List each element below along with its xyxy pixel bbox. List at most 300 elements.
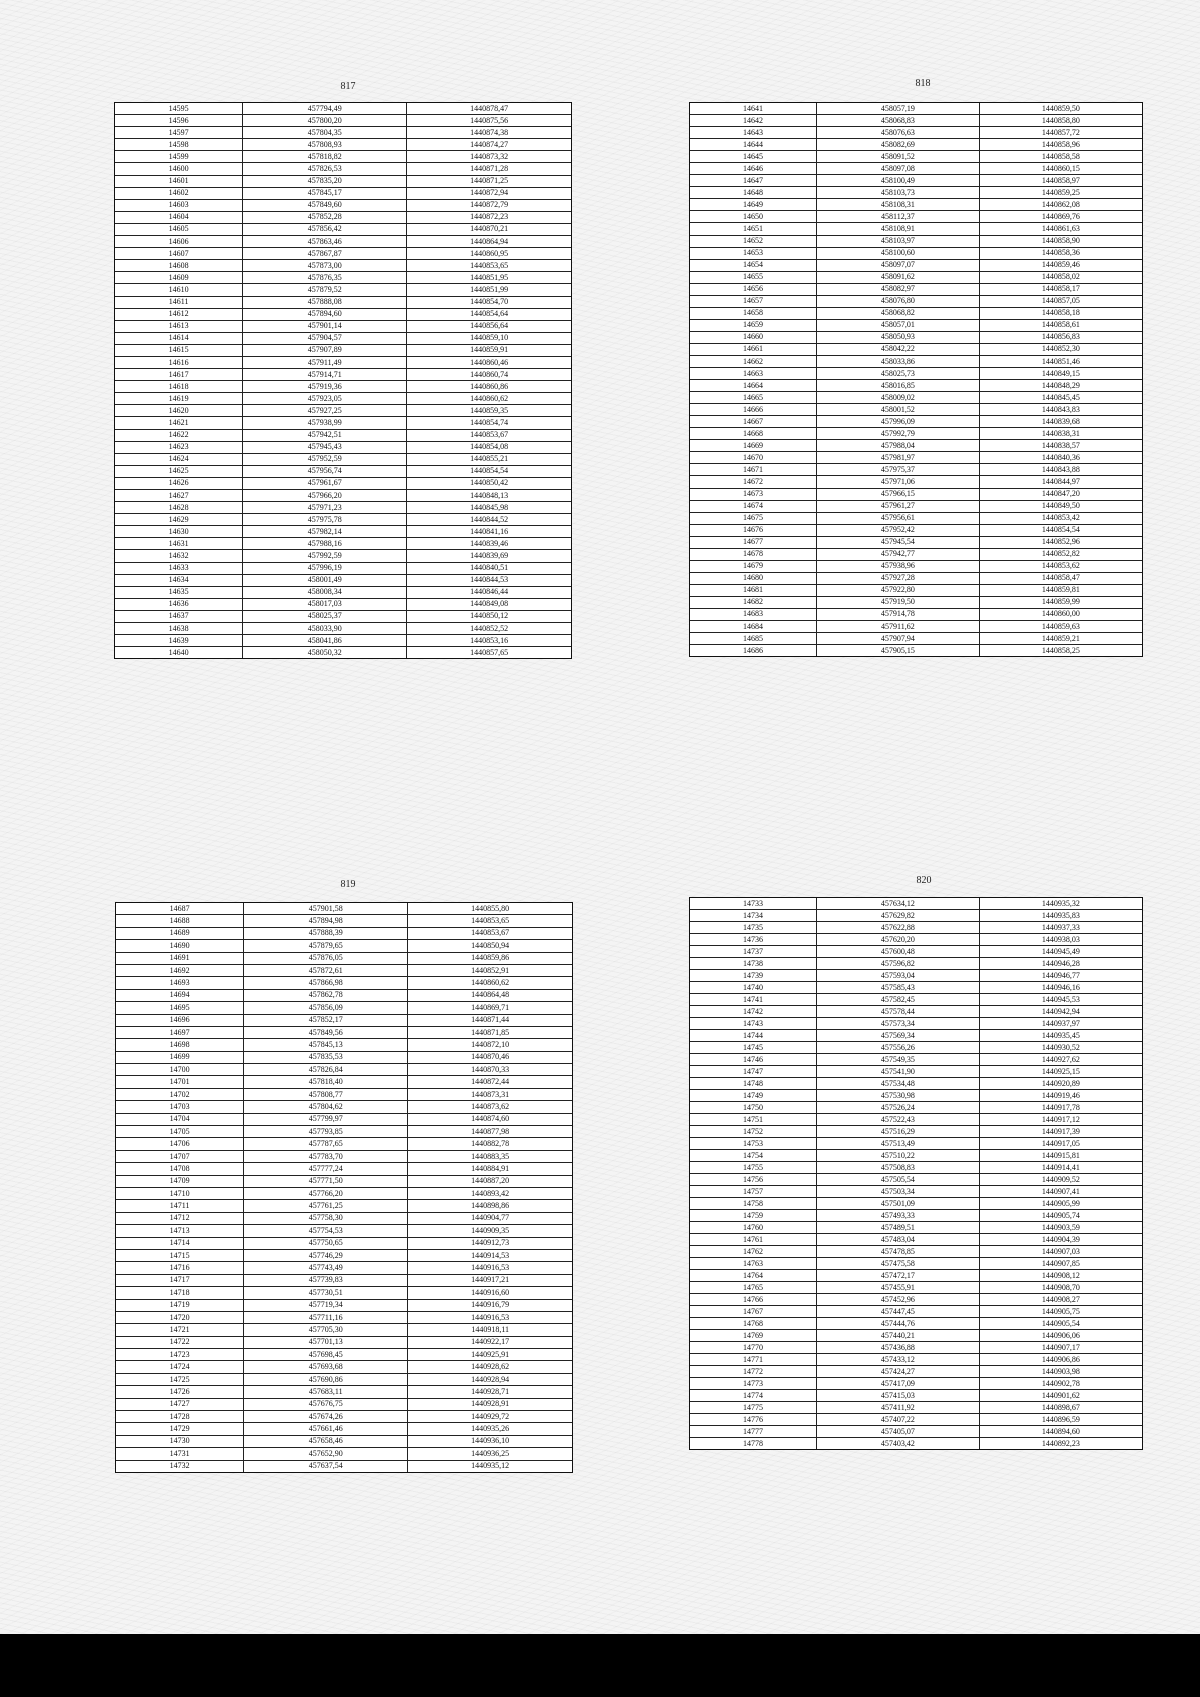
point-number-cell: 14629 — [115, 514, 243, 526]
table-row — [690, 1066, 1142, 1078]
x-coordinate-cell: 457866,98 — [244, 977, 408, 989]
x-coordinate-cell: 458001,52 — [817, 404, 980, 416]
table-row — [690, 464, 1142, 476]
point-number-cell: 14623 — [115, 441, 243, 453]
y-coordinate-cell: 1440873,62 — [408, 1101, 572, 1113]
x-coordinate-cell: 457888,08 — [243, 296, 407, 308]
y-coordinate-cell: 1440857,05 — [979, 295, 1142, 307]
x-coordinate-cell: 457582,45 — [817, 994, 980, 1006]
y-coordinate-cell: 1440846,44 — [407, 586, 571, 598]
table-row — [690, 355, 1142, 367]
table-row — [690, 524, 1142, 536]
table-row — [116, 1274, 572, 1286]
y-coordinate-cell: 1440907,41 — [979, 1186, 1142, 1198]
scan-border — [0, 1634, 1200, 1697]
point-number-cell: 14771 — [690, 1354, 817, 1366]
y-coordinate-cell: 1440843,83 — [979, 404, 1142, 416]
y-coordinate-cell: 1440844,97 — [979, 476, 1142, 488]
table-row — [115, 490, 571, 502]
point-number-cell: 14601 — [115, 175, 243, 187]
point-number-cell: 14768 — [690, 1318, 817, 1330]
x-coordinate-cell: 457849,60 — [243, 199, 407, 211]
point-number-cell: 14634 — [115, 574, 243, 586]
table-row — [115, 260, 571, 272]
table-row — [690, 1414, 1142, 1426]
point-number-cell: 14739 — [690, 970, 817, 982]
point-number-cell: 14774 — [690, 1390, 817, 1402]
y-coordinate-cell: 1440871,44 — [408, 1014, 572, 1026]
table — [116, 903, 572, 1472]
point-number-cell: 14701 — [116, 1076, 244, 1088]
table-row — [690, 1006, 1142, 1018]
x-coordinate-cell: 457952,42 — [817, 524, 980, 536]
x-coordinate-cell: 457879,65 — [244, 940, 408, 952]
point-number-cell: 14674 — [690, 500, 817, 512]
table-row — [116, 1212, 572, 1224]
point-number-cell: 14773 — [690, 1378, 817, 1390]
x-coordinate-cell: 458008,34 — [243, 586, 407, 598]
x-coordinate-cell: 457489,51 — [817, 1222, 980, 1234]
point-number-cell: 14597 — [115, 127, 243, 139]
point-number-cell: 14693 — [116, 977, 244, 989]
y-coordinate-cell: 1440914,41 — [979, 1162, 1142, 1174]
point-number-cell: 14658 — [690, 307, 817, 319]
table-row — [115, 369, 571, 381]
table-row — [115, 211, 571, 223]
y-coordinate-cell: 1440858,36 — [979, 247, 1142, 259]
table-row — [116, 1398, 572, 1410]
point-number-cell: 14711 — [116, 1200, 244, 1212]
point-number-cell: 14641 — [690, 103, 817, 115]
y-coordinate-cell: 1440859,50 — [979, 103, 1142, 115]
x-coordinate-cell: 457405,07 — [817, 1426, 980, 1438]
x-coordinate-cell: 457956,74 — [243, 465, 407, 477]
point-number-cell: 14644 — [690, 139, 817, 151]
y-coordinate-cell: 1440839,68 — [979, 416, 1142, 428]
point-number-cell: 14638 — [115, 623, 243, 635]
point-number-cell: 14743 — [690, 1018, 817, 1030]
point-number-cell: 14744 — [690, 1030, 817, 1042]
x-coordinate-cell: 457876,05 — [244, 952, 408, 964]
x-coordinate-cell: 457600,48 — [817, 946, 980, 958]
point-number-cell: 14736 — [690, 934, 817, 946]
table-row — [115, 139, 571, 151]
table-row — [690, 1402, 1142, 1414]
y-coordinate-cell: 1440851,46 — [979, 355, 1142, 367]
x-coordinate-cell: 457904,57 — [243, 332, 407, 344]
x-coordinate-cell: 457914,78 — [817, 608, 980, 620]
page-number: 818 — [915, 78, 931, 89]
point-number-cell: 14764 — [690, 1270, 817, 1282]
y-coordinate-cell: 1440858,97 — [979, 175, 1142, 187]
point-number-cell: 14755 — [690, 1162, 817, 1174]
point-number-cell: 14712 — [116, 1212, 244, 1224]
table-row — [116, 1249, 572, 1261]
y-coordinate-cell: 1440935,32 — [979, 898, 1142, 910]
y-coordinate-cell: 1440920,89 — [979, 1078, 1142, 1090]
point-number-cell: 14759 — [690, 1210, 817, 1222]
point-number-cell: 14726 — [116, 1386, 244, 1398]
table-row — [115, 465, 571, 477]
table-row — [115, 538, 571, 550]
x-coordinate-cell: 457417,09 — [817, 1378, 980, 1390]
y-coordinate-cell: 1440898,67 — [979, 1402, 1142, 1414]
y-coordinate-cell: 1440946,28 — [979, 958, 1142, 970]
table-row — [116, 1373, 572, 1385]
table-row — [116, 1187, 572, 1199]
x-coordinate-cell: 457505,54 — [817, 1174, 980, 1186]
y-coordinate-cell: 1440859,10 — [407, 332, 571, 344]
y-coordinate-cell: 1440849,08 — [407, 598, 571, 610]
y-coordinate-cell: 1440874,27 — [407, 139, 571, 151]
point-number-cell: 14753 — [690, 1138, 817, 1150]
x-coordinate-cell: 457988,16 — [243, 538, 407, 550]
point-number-cell: 14600 — [115, 163, 243, 175]
point-number-cell: 14599 — [115, 151, 243, 163]
table-row — [690, 1234, 1142, 1246]
table-row — [115, 320, 571, 332]
y-coordinate-cell: 1440894,60 — [979, 1426, 1142, 1438]
x-coordinate-cell: 457938,96 — [817, 560, 980, 572]
y-coordinate-cell: 1440906,06 — [979, 1330, 1142, 1342]
table-row — [115, 356, 571, 368]
x-coordinate-cell: 457510,22 — [817, 1150, 980, 1162]
y-coordinate-cell: 1440912,73 — [408, 1237, 572, 1249]
x-coordinate-cell: 457658,46 — [244, 1435, 408, 1447]
point-number-cell: 14626 — [115, 477, 243, 489]
coordinate-table — [689, 102, 1143, 657]
table-row — [116, 989, 572, 1001]
table-row — [690, 343, 1142, 355]
y-coordinate-cell: 1440907,17 — [979, 1342, 1142, 1354]
point-number-cell: 14646 — [690, 163, 817, 175]
point-number-cell: 14689 — [116, 927, 244, 939]
x-coordinate-cell: 457856,09 — [244, 1002, 408, 1014]
y-coordinate-cell: 1440935,83 — [979, 910, 1142, 922]
table-row — [690, 1018, 1142, 1030]
x-coordinate-cell: 457501,09 — [817, 1198, 980, 1210]
x-coordinate-cell: 457478,85 — [817, 1246, 980, 1258]
point-number-cell: 14727 — [116, 1398, 244, 1410]
x-coordinate-cell: 457424,27 — [817, 1366, 980, 1378]
x-coordinate-cell: 457676,75 — [244, 1398, 408, 1410]
y-coordinate-cell: 1440858,25 — [1041, 645, 1080, 655]
point-number-cell: 14636 — [115, 598, 243, 610]
table-row — [690, 392, 1142, 404]
point-number-cell: 14684 — [690, 621, 817, 633]
table-row — [116, 1349, 572, 1361]
point-number-cell: 14639 — [115, 635, 243, 647]
table-row — [115, 550, 571, 562]
y-coordinate-cell: 1440859,86 — [408, 952, 572, 964]
point-number-cell: 14704 — [116, 1113, 244, 1125]
x-coordinate-cell: 457436,88 — [817, 1342, 980, 1354]
y-coordinate-cell: 1440874,38 — [407, 127, 571, 139]
point-number-cell: 14745 — [690, 1042, 817, 1054]
x-coordinate-cell: 457407,22 — [817, 1414, 980, 1426]
x-coordinate-cell: 458025,37 — [243, 610, 407, 622]
point-number-cell: 14648 — [690, 187, 817, 199]
table-row — [690, 584, 1142, 596]
point-number-cell: 14680 — [690, 572, 817, 584]
table-row — [115, 635, 571, 647]
point-number-cell: 14657 — [690, 295, 817, 307]
table-row — [115, 199, 571, 211]
point-number-cell: 14776 — [690, 1414, 817, 1426]
y-coordinate-cell: 1440852,91 — [408, 964, 572, 976]
y-coordinate-cell: 1440859,35 — [407, 405, 571, 417]
y-coordinate-cell: 1440874,60 — [408, 1113, 572, 1125]
point-number-cell: 14709 — [116, 1175, 244, 1187]
x-coordinate-cell: 457526,24 — [817, 1102, 980, 1114]
table — [690, 103, 1142, 656]
table-row — [690, 151, 1142, 163]
table-row — [116, 1448, 572, 1460]
point-number-cell: 14767 — [690, 1306, 817, 1318]
x-coordinate-cell: 457593,04 — [817, 970, 980, 982]
table-row — [690, 271, 1142, 283]
y-coordinate-cell: 1440860,62 — [407, 393, 571, 405]
y-coordinate-cell: 1440858,90 — [979, 235, 1142, 247]
x-coordinate-cell: 457783,70 — [244, 1150, 408, 1162]
x-coordinate-cell: 457629,82 — [817, 910, 980, 922]
table-row — [690, 910, 1142, 922]
table-row — [690, 127, 1142, 139]
y-coordinate-cell: 1440858,96 — [979, 139, 1142, 151]
table-row — [690, 560, 1142, 572]
point-number-cell: 14758 — [690, 1198, 817, 1210]
y-coordinate-cell: 1440930,52 — [979, 1042, 1142, 1054]
x-coordinate-cell: 458100,60 — [817, 247, 980, 259]
table-row — [690, 115, 1142, 127]
table-row — [116, 952, 572, 964]
x-coordinate-cell: 458050,93 — [817, 331, 980, 343]
point-number-cell: 14740 — [690, 982, 817, 994]
point-number-cell: 14708 — [116, 1163, 244, 1175]
table-row — [115, 103, 571, 115]
y-coordinate-cell: 1440853,65 — [407, 260, 571, 272]
x-coordinate-cell: 457472,17 — [817, 1270, 980, 1282]
point-number-cell: 14750 — [690, 1102, 817, 1114]
y-coordinate-cell: 1440860,86 — [407, 381, 571, 393]
y-coordinate-cell: 1440905,54 — [979, 1318, 1142, 1330]
x-coordinate-cell: 457573,34 — [817, 1018, 980, 1030]
point-number-cell: 14730 — [116, 1435, 244, 1447]
table-row — [690, 1294, 1142, 1306]
table-row — [116, 1175, 572, 1187]
y-coordinate-cell: 1440849,50 — [979, 500, 1142, 512]
y-coordinate-cell: 1440902,78 — [979, 1378, 1142, 1390]
x-coordinate-cell: 457690,86 — [244, 1373, 408, 1385]
x-coordinate-cell: 457743,49 — [244, 1262, 408, 1274]
y-coordinate-cell: 1440840,51 — [407, 562, 571, 574]
table-row — [690, 428, 1142, 440]
point-number-cell: 14595 — [115, 103, 243, 115]
point-number-cell: 14614 — [115, 332, 243, 344]
point-number-cell: 14610 — [115, 284, 243, 296]
table-row — [690, 1426, 1142, 1438]
point-number-cell: 14769 — [690, 1330, 817, 1342]
point-number-cell: 14770 — [690, 1342, 817, 1354]
table-row — [690, 1090, 1142, 1102]
x-coordinate-cell: 457945,43 — [243, 441, 407, 453]
y-coordinate-cell: 1440871,85 — [408, 1026, 572, 1038]
x-coordinate-cell: 457516,29 — [817, 1126, 980, 1138]
x-coordinate-cell: 457754,53 — [244, 1225, 408, 1237]
y-coordinate-cell: 1440925,15 — [979, 1066, 1142, 1078]
point-number-cell: 14596 — [115, 115, 243, 127]
y-coordinate-cell: 1440915,81 — [979, 1150, 1142, 1162]
x-coordinate-cell: 457808,93 — [243, 139, 407, 151]
x-coordinate-cell: 457894,98 — [244, 915, 408, 927]
x-coordinate-cell: 457777,24 — [244, 1163, 408, 1175]
table-row — [116, 1163, 572, 1175]
table-row — [115, 647, 571, 659]
y-coordinate-cell: 1440922,17 — [408, 1336, 572, 1348]
point-number-cell: 14676 — [690, 524, 817, 536]
point-number-cell: 14659 — [690, 319, 817, 331]
x-coordinate-cell: 457927,28 — [817, 572, 980, 584]
x-coordinate-cell: 457440,21 — [817, 1330, 980, 1342]
x-coordinate-cell: 457971,23 — [243, 502, 407, 514]
y-coordinate-cell: 1440848,13 — [407, 490, 571, 502]
x-coordinate-cell: 458097,07 — [817, 259, 980, 271]
y-coordinate-cell: 1440917,12 — [979, 1114, 1142, 1126]
x-coordinate-cell: 457808,77 — [244, 1088, 408, 1100]
x-coordinate-cell: 457938,99 — [243, 417, 407, 429]
point-number-cell: 14733 — [690, 898, 817, 910]
table-row — [690, 187, 1142, 199]
y-coordinate-cell: 1440916,53 — [408, 1311, 572, 1323]
x-coordinate-cell: 457698,45 — [244, 1349, 408, 1361]
y-coordinate-cell: 1440850,12 — [407, 610, 571, 622]
table-row — [690, 1390, 1142, 1402]
point-number-cell: 14691 — [116, 952, 244, 964]
table-row — [116, 1026, 572, 1038]
table-row — [116, 1126, 572, 1138]
y-coordinate-cell: 1440855,80 — [408, 903, 572, 915]
y-coordinate-cell: 1440853,16 — [407, 635, 571, 647]
x-coordinate-cell: 458112,37 — [817, 211, 980, 223]
table-row — [690, 500, 1142, 512]
table-row — [116, 915, 572, 927]
table-row — [116, 1138, 572, 1150]
x-coordinate-cell: 457966,15 — [817, 488, 980, 500]
x-coordinate-cell: 458100,49 — [817, 175, 980, 187]
y-coordinate-cell: 1440909,52 — [979, 1174, 1142, 1186]
y-coordinate-cell: 1440870,46 — [408, 1051, 572, 1063]
table-row — [690, 1078, 1142, 1090]
table-row — [115, 526, 571, 538]
point-number-cell: 14703 — [116, 1101, 244, 1113]
y-coordinate-cell: 1440893,42 — [408, 1187, 572, 1199]
table-row — [690, 440, 1142, 452]
point-number-cell: 14621 — [115, 417, 243, 429]
point-number-cell: 14723 — [116, 1349, 244, 1361]
x-coordinate-cell: 457447,45 — [817, 1306, 980, 1318]
table-row — [690, 1138, 1142, 1150]
y-coordinate-cell: 1440875,56 — [407, 115, 571, 127]
y-coordinate-cell: 1440861,63 — [979, 223, 1142, 235]
y-coordinate-cell: 1440853,67 — [408, 927, 572, 939]
y-coordinate-cell: 1440929,72 — [408, 1411, 572, 1423]
table-row — [116, 1237, 572, 1249]
x-coordinate-cell: 457952,59 — [243, 453, 407, 465]
x-coordinate-cell: 457992,79 — [817, 428, 980, 440]
y-coordinate-cell: 1440845,98 — [407, 502, 571, 514]
table-row — [116, 1150, 572, 1162]
x-coordinate-cell: 457945,54 — [817, 536, 980, 548]
point-number-cell: 14667 — [690, 416, 817, 428]
point-number-cell: 14695 — [116, 1002, 244, 1014]
y-coordinate-cell: 1440872,44 — [408, 1076, 572, 1088]
y-coordinate-cell: 1440860,95 — [407, 248, 571, 260]
x-coordinate-cell: 457534,48 — [817, 1078, 980, 1090]
x-coordinate-cell: 457452,96 — [817, 1294, 980, 1306]
y-coordinate-cell: 1440871,28 — [407, 163, 571, 175]
y-coordinate-cell: 1440854,70 — [407, 296, 571, 308]
y-coordinate-cell: 1440937,97 — [979, 1018, 1142, 1030]
y-coordinate-cell: 1440864,48 — [408, 989, 572, 1001]
x-coordinate-cell: 457541,90 — [817, 1066, 980, 1078]
y-coordinate-cell: 1440928,91 — [408, 1398, 572, 1410]
coordinate-table — [114, 102, 572, 659]
x-coordinate-cell: 457956,61 — [817, 512, 980, 524]
x-coordinate-cell: 457719,34 — [244, 1299, 408, 1311]
point-number-cell: 14751 — [690, 1114, 817, 1126]
point-number-cell: 14688 — [116, 915, 244, 927]
table-row — [690, 1270, 1142, 1282]
x-coordinate-cell: 457914,71 — [243, 369, 407, 381]
table-row — [115, 623, 571, 635]
point-number-cell: 14633 — [115, 562, 243, 574]
table-row — [115, 332, 571, 344]
y-coordinate-cell: 1440877,98 — [408, 1126, 572, 1138]
point-number-cell: 14613 — [115, 320, 243, 332]
x-coordinate-cell: 457942,51 — [243, 429, 407, 441]
y-coordinate-cell: 1440855,21 — [407, 453, 571, 465]
table-row — [690, 1198, 1142, 1210]
y-coordinate-cell: 1440903,59 — [979, 1222, 1142, 1234]
y-coordinate-cell: 1440928,94 — [408, 1373, 572, 1385]
table-row — [690, 946, 1142, 958]
y-coordinate-cell: 1440854,54 — [979, 524, 1142, 536]
y-coordinate-cell: 1440906,86 — [979, 1354, 1142, 1366]
table-row — [115, 502, 571, 514]
y-coordinate-cell: 1440859,25 — [979, 187, 1142, 199]
y-coordinate-cell: 1440860,62 — [408, 977, 572, 989]
point-number-cell: 14760 — [690, 1222, 817, 1234]
table-row — [690, 295, 1142, 307]
table-row — [690, 404, 1142, 416]
y-coordinate-cell: 1440935,45 — [979, 1030, 1142, 1042]
y-coordinate-cell: 1440903,98 — [979, 1366, 1142, 1378]
y-coordinate-cell: 1440844,52 — [407, 514, 571, 526]
point-number-cell: 14677 — [690, 536, 817, 548]
y-coordinate-cell: 1440858,47 — [979, 572, 1142, 584]
y-coordinate-cell: 1440946,77 — [979, 970, 1142, 982]
x-coordinate-cell: 457508,83 — [817, 1162, 980, 1174]
x-coordinate-cell: 457907,94 — [817, 633, 980, 645]
table-row — [690, 139, 1142, 151]
y-coordinate-cell: 1440852,30 — [979, 343, 1142, 355]
point-number-cell: 14624 — [115, 453, 243, 465]
table-row — [115, 127, 571, 139]
point-number-cell: 14618 — [115, 381, 243, 393]
table-row — [116, 1200, 572, 1212]
point-number-cell: 14719 — [116, 1299, 244, 1311]
point-number-cell: 14627 — [115, 490, 243, 502]
